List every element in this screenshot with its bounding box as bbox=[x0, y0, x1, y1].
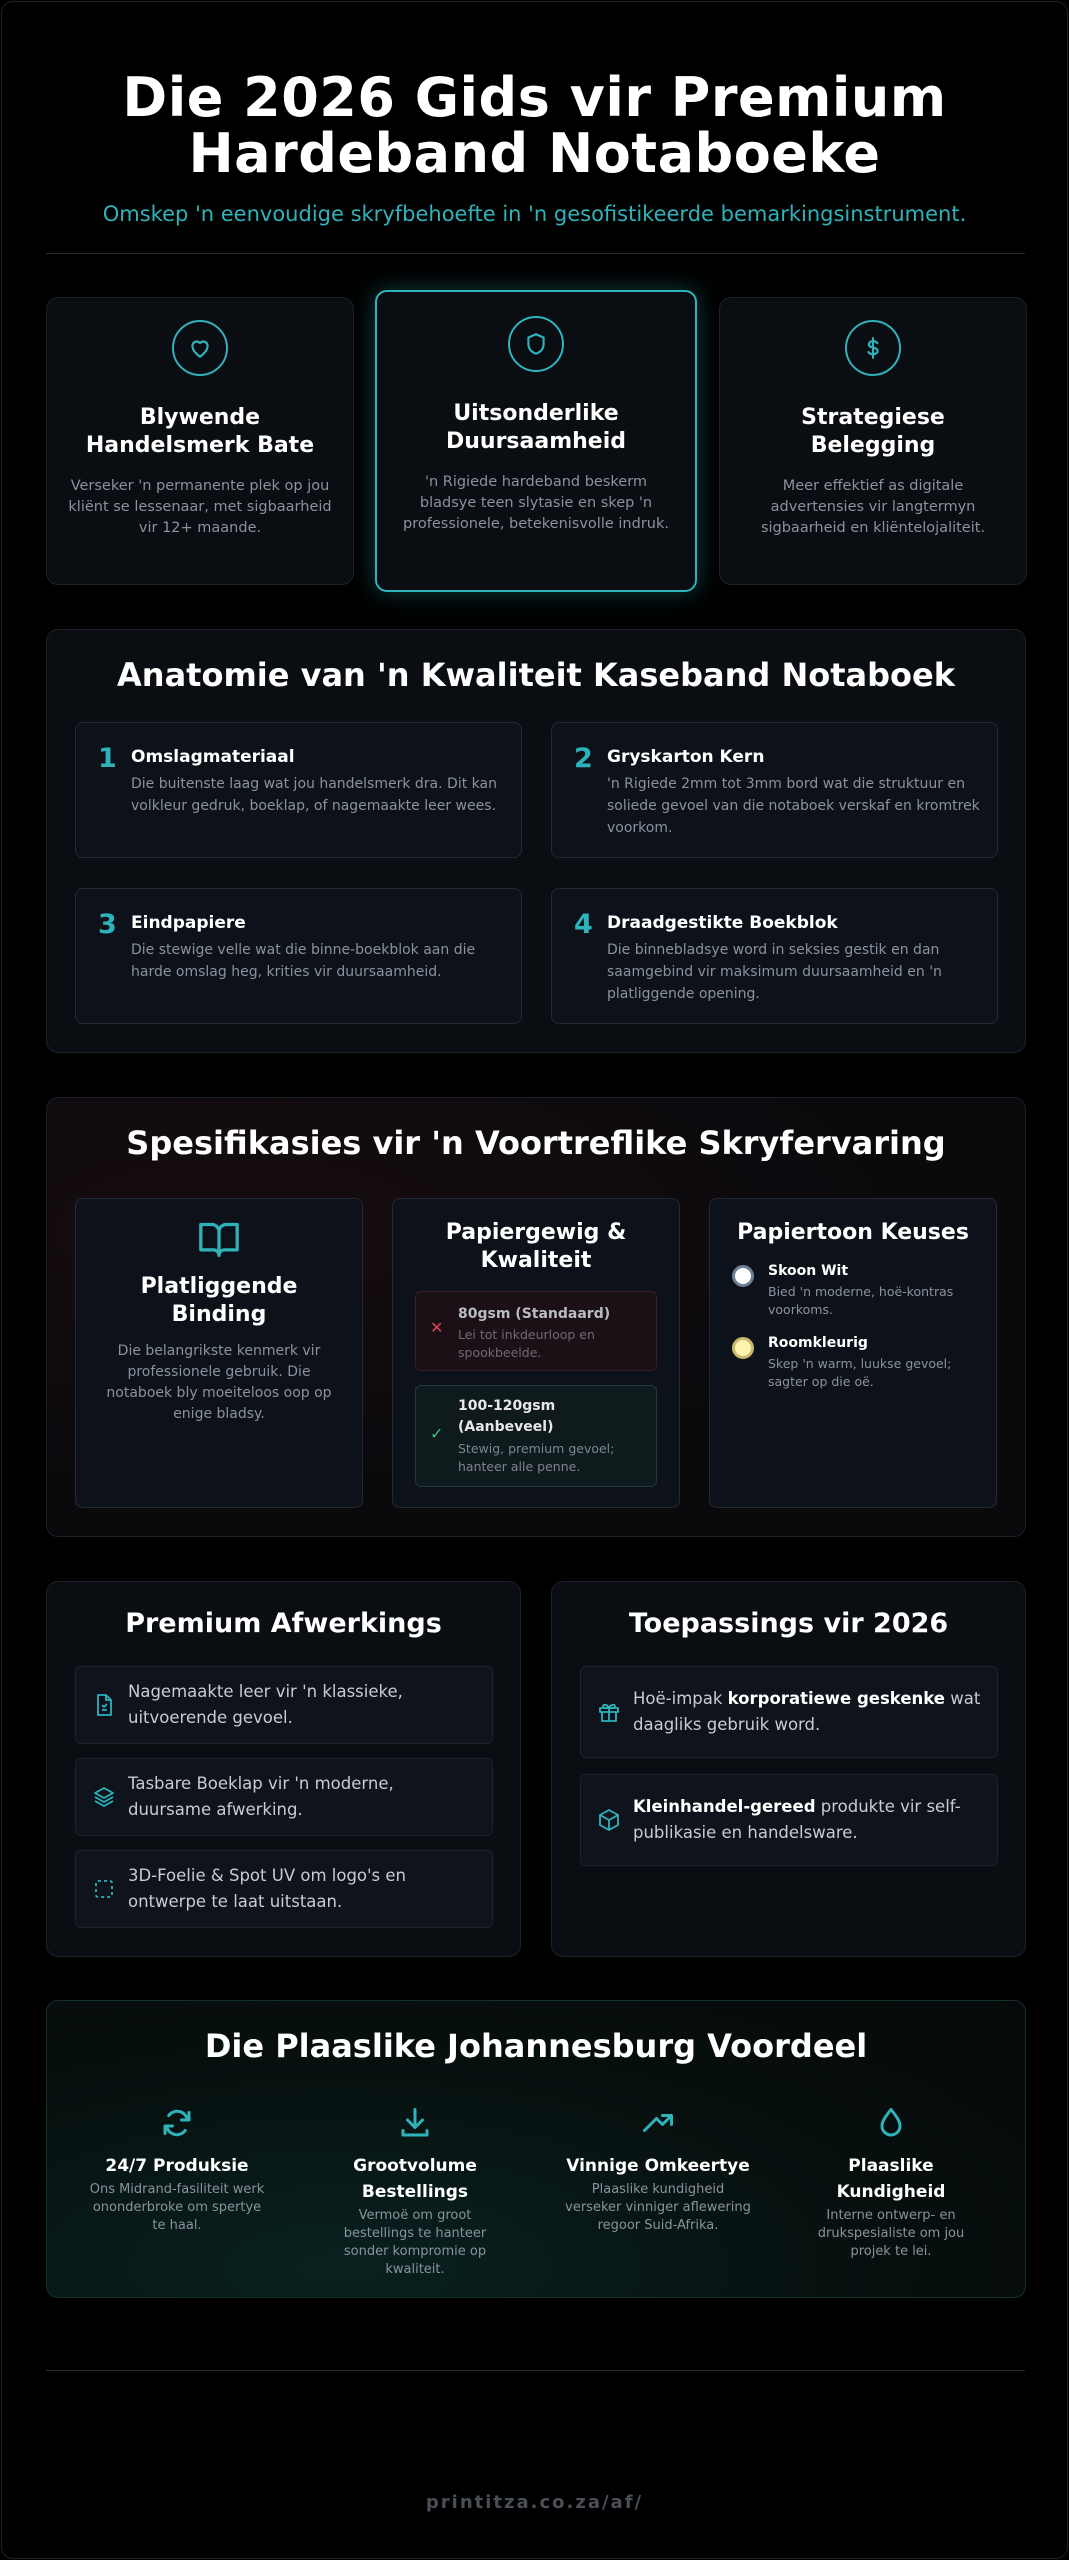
swatch-cream bbox=[732, 1337, 754, 1359]
tone-option-cream bbox=[732, 1335, 982, 1395]
anatomy-number: 2 bbox=[574, 743, 593, 774]
anatomy-item bbox=[551, 888, 998, 1024]
paper-option-label: 80gsm (Standaard) bbox=[458, 1306, 611, 1322]
refresh-icon bbox=[159, 2105, 195, 2141]
box-icon bbox=[597, 1808, 621, 1832]
uses-section bbox=[551, 1581, 1026, 1957]
finish-text: Tasbare Boeklap vir 'n moderne, duursame afwerking. bbox=[128, 1774, 394, 1819]
use-item bbox=[580, 1666, 998, 1758]
feature-title: Blywende Handelsmerk Bate bbox=[85, 405, 315, 458]
anatomy-number: 1 bbox=[98, 743, 117, 774]
heart-icon bbox=[172, 320, 228, 376]
local-item bbox=[563, 2105, 753, 2235]
anatomy-number: 4 bbox=[574, 909, 593, 940]
use-text-before: Hoë-impak bbox=[633, 1689, 728, 1708]
finish-item bbox=[75, 1850, 493, 1928]
divider bbox=[46, 253, 1025, 254]
use-text-after: wat daagliks gebruik word. bbox=[633, 1689, 981, 1734]
use-text bbox=[633, 1794, 981, 1846]
finish-text: 3D-Foelie & Spot UV om logo's en ontwerpe te laat uitstaan. bbox=[128, 1866, 406, 1911]
anatomy-item bbox=[75, 888, 522, 1024]
foil-frame-icon bbox=[92, 1877, 116, 1901]
local-section bbox=[46, 2000, 1026, 2298]
paper-option-standard bbox=[415, 1291, 657, 1371]
page bbox=[1, 1, 1068, 2559]
feature-text: Meer effektief as digitale advertensies vir langtermyn sigbaarheid en kliëntelojaliteit. bbox=[760, 478, 986, 536]
local-item-title: Grootvolume Bestellings bbox=[353, 2156, 477, 2202]
binding-text: Die belangrikste kenmerk vir professionele gebruik. Die notaboek bly moeiteloos oop op enige bladsy. bbox=[106, 1343, 332, 1422]
local-item-title: Vinnige Omkeertye bbox=[566, 2156, 750, 2176]
title-line-1: Die 2026 Gids vir Premium bbox=[122, 66, 947, 129]
local-item-title: Plaaslike Kundigheid bbox=[836, 2156, 946, 2202]
feature-text: Verseker 'n permanente plek op jou kliënt se lessenaar, met sigbaarheid vir 12+ maande. bbox=[68, 478, 332, 536]
anatomy-item-text: 'n Rigiede 2mm tot 3mm bord wat die struktuur en soliede gevoel van die notaboek verskaf en kromtrek voorkom. bbox=[607, 776, 980, 836]
local-item-text: Ons Midrand-fasiliteit werk ononderbroke om spertye te haal. bbox=[89, 2182, 265, 2233]
paper-option-recommended bbox=[415, 1385, 657, 1487]
dollar-icon bbox=[845, 320, 901, 376]
anatomy-item-text: Die buitenste laag wat jou handelsmerk dra. Dit kan volkleur gedruk, boeklap, of nagemaakte leer wees. bbox=[131, 776, 497, 814]
use-text-bold: korporatiewe geskenke bbox=[727, 1689, 946, 1708]
header bbox=[2, 66, 1067, 226]
finish-text: Nagemaakte leer vir 'n klassieke, uitvoerende gevoel. bbox=[128, 1682, 403, 1727]
cross-icon: ✕ bbox=[430, 1318, 444, 1337]
anatomy-number: 3 bbox=[98, 909, 117, 940]
local-item bbox=[325, 2105, 505, 2279]
local-item bbox=[801, 2105, 981, 2261]
anatomy-item bbox=[75, 722, 522, 858]
tone-option-text: Skep 'n warm, luukse gevoel; sagter op die oë. bbox=[768, 1356, 952, 1389]
anatomy-item-text: Die stewige velle wat die binne-boekblok aan die harde omslag heg, krities vir duursaamheid. bbox=[131, 942, 476, 980]
trend-icon bbox=[640, 2105, 676, 2141]
anatomy-item-text: Die binnebladsye word in seksies gestik en dan saamgebind vir maksimum duursaamheid en 'n platliggende opening. bbox=[607, 942, 942, 1002]
feature-title: Uitsonderlike Duursaamheid bbox=[445, 401, 627, 454]
use-text-after: produkte vir self-publikasie en handelsware. bbox=[633, 1797, 961, 1842]
drop-icon bbox=[873, 2105, 909, 2141]
tone-option-label: Skoon Wit bbox=[768, 1263, 849, 1279]
leather-file-icon bbox=[92, 1693, 116, 1717]
download-icon bbox=[397, 2105, 433, 2141]
finish-item bbox=[75, 1758, 493, 1836]
feature-card-brand bbox=[46, 297, 354, 585]
finish-item bbox=[75, 1666, 493, 1744]
divider bbox=[46, 2370, 1025, 2371]
binding-title: Platliggende Binding bbox=[140, 1274, 298, 1327]
swatch-white bbox=[732, 1265, 754, 1287]
specs-section bbox=[46, 1097, 1026, 1537]
paper-option-text: Stewig, premium gevoel; hanteer alle penne. bbox=[458, 1441, 615, 1474]
use-text bbox=[633, 1686, 981, 1738]
anatomy-item-title: Omslagmateriaal bbox=[131, 747, 295, 767]
paper-title: Papiergewig & Kwaliteit bbox=[445, 1220, 627, 1273]
title-line-2: Hardeband Notaboeke bbox=[188, 122, 881, 185]
check-icon: ✓ bbox=[430, 1424, 444, 1443]
anatomy-item-title: Eindpapiere bbox=[131, 913, 246, 933]
local-item-text: Interne ontwerp- en drukspesialiste om jou projek te lei. bbox=[817, 2208, 965, 2259]
paper-option-label: 100-120gsm (Aanbeveel) bbox=[458, 1398, 556, 1435]
tone-option-text: Bied 'n moderne, hoë-kontras voorkoms. bbox=[768, 1284, 954, 1317]
uses-title: Toepassings vir 2026 bbox=[628, 1608, 949, 1639]
shield-icon bbox=[508, 316, 564, 372]
anatomy-item-title: Gryskarton Kern bbox=[607, 747, 765, 767]
tone-card bbox=[709, 1198, 997, 1508]
binding-card bbox=[75, 1198, 363, 1508]
feature-card-investment bbox=[719, 297, 1027, 585]
footer-link[interactable]: printitza.co.za/af/ bbox=[425, 2492, 644, 2513]
anatomy-title: Anatomie van 'n Kwaliteit Kaseband Notaboek bbox=[117, 656, 955, 694]
finishes-section bbox=[46, 1581, 521, 1957]
tone-option-white bbox=[732, 1263, 982, 1323]
page-title bbox=[2, 66, 1067, 185]
book-open-icon bbox=[197, 1219, 241, 1259]
local-item-title: 24/7 Produksie bbox=[105, 2156, 249, 2176]
specs-title: Spesifikasies vir 'n Voortreflike Skryfervaring bbox=[126, 1124, 946, 1162]
local-item-text: Vermoë om groot bestellings te hanteer sonder kompromie op kwaliteit. bbox=[343, 2208, 487, 2277]
anatomy-item-title: Draadgestikte Boekblok bbox=[607, 913, 838, 933]
paper-card bbox=[392, 1198, 680, 1508]
use-text-bold: Kleinhandel-gereed bbox=[633, 1797, 816, 1816]
page-subtitle: Omskep 'n eenvoudige skryfbehoefte in 'n gesofistikeerde bemarkingsinstrument. bbox=[102, 202, 967, 226]
tone-title: Papiertoon Keuses bbox=[737, 1220, 969, 1245]
local-title: Die Plaaslike Johannesburg Voordeel bbox=[204, 2027, 868, 2065]
feature-card-durability bbox=[375, 290, 697, 592]
paper-option-text: Lei tot inkdeurloop en spookbeelde. bbox=[458, 1327, 595, 1360]
finishes-title: Premium Afwerkings bbox=[125, 1608, 442, 1639]
feature-text: 'n Rigiede hardeband beskerm bladsye teen slytasie en skep 'n professionele, betekenisvolle indruk. bbox=[403, 474, 669, 532]
local-item bbox=[87, 2105, 267, 2235]
local-item-text: Plaaslike kundigheid verseker vinniger aflewering regoor Suid-Afrika. bbox=[565, 2182, 751, 2233]
anatomy-item bbox=[551, 722, 998, 858]
feature-title: Strategiese Belegging bbox=[801, 405, 945, 458]
gift-icon bbox=[597, 1700, 621, 1724]
tone-option-label: Roomkleurig bbox=[768, 1335, 868, 1351]
use-item bbox=[580, 1774, 998, 1866]
anatomy-section bbox=[46, 629, 1026, 1053]
layers-icon bbox=[92, 1785, 116, 1809]
